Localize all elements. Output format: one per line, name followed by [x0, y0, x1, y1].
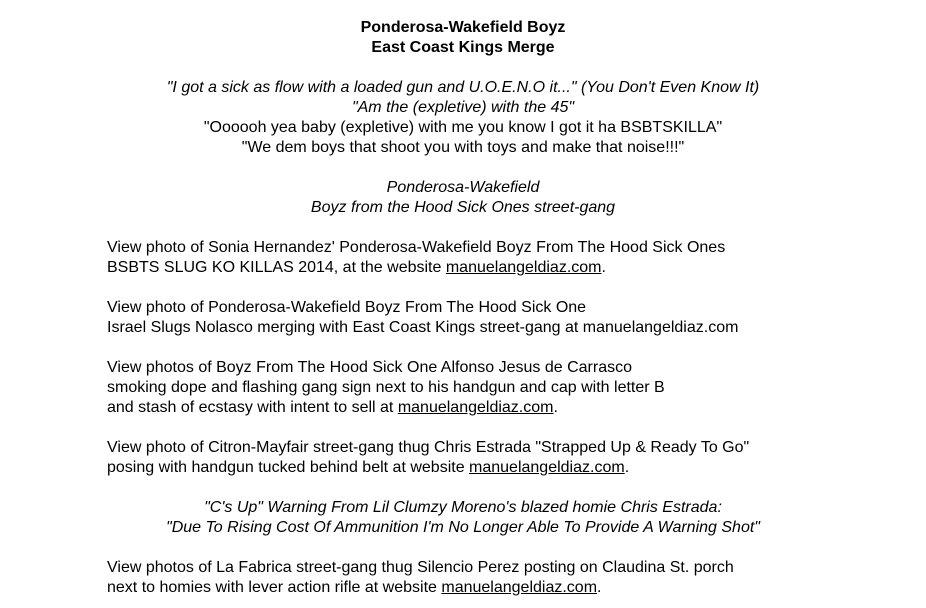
para3-line-3-end: .: [553, 399, 558, 416]
page-title: [0, 18, 926, 58]
para4-line-2-end: .: [624, 459, 630, 476]
para3-line-3-text: and stash of ecstasy with intent to sell at: [107, 399, 398, 416]
paragraph-silencio-photos: [107, 558, 907, 598]
gang-caption: [0, 178, 926, 218]
para3-line-3: [107, 398, 907, 418]
para5-line-2-text: next to homies with lever action rifle at website: [107, 579, 442, 596]
para1-line-2-end: .: [601, 259, 606, 276]
para2-line-2: Israel Slugs Nolasco merging with East Coast Kings street-gang at manuelangeldiaz.com: [107, 319, 739, 336]
title-line-1: Ponderosa-Wakefield Boyz: [360, 19, 566, 36]
website-link[interactable]: manuelangeldiaz.com: [445, 259, 602, 276]
para4-line-2-text: posing with handgun tucked behind belt at website: [107, 459, 470, 476]
warning-quote: [0, 498, 926, 538]
para5-line-1: View photos of La Fabrica street-gang thug Silencio Perez posting on Claudina St. porch: [107, 559, 734, 576]
quote-line-3: "Oooooh yea baby (expletive) with me you know I got it ha BSBTSKILLA": [203, 119, 723, 136]
quote-line-2: "Am the (expletive) with the 45": [351, 99, 575, 116]
para1-line-2: [107, 258, 907, 278]
para3-line-2: smoking dope and flashing gang sign next to his handgun and cap with letter B: [107, 379, 665, 396]
para5-line-2: [107, 578, 907, 598]
caption-line-2: Boyz from the Hood Sick Ones street-gang: [310, 199, 616, 216]
paragraph-sonia-photo: [107, 238, 907, 278]
title-line-2: East Coast Kings Merge: [371, 39, 555, 56]
para1-line-2-text: BSBTS SLUG KO KILLAS 2014, at the website: [107, 259, 446, 276]
para1-line-1: View photo of Sonia Hernandez' Ponderosa-Wakefield Boyz From The Hood Sick Ones: [107, 239, 726, 256]
para4-line-2: [107, 458, 907, 478]
para4-line-1: View photo of Citron-Mayfair street-gang thug Chris Estrada "Strapped Up & Ready To Go": [107, 439, 750, 456]
warning-line-2: "Due To Rising Cost Of Ammunition I'm No Longer Able To Provide A Warning Shot": [166, 519, 760, 536]
quote-line-4: "We dem boys that shoot you with toys and make that noise!!!": [241, 139, 685, 156]
website-link[interactable]: manuelangeldiaz.com: [469, 459, 625, 476]
caption-line-1: Ponderosa-Wakefield: [386, 179, 540, 196]
quote-line-1: "I got a sick as flow with a loaded gun and U.O.E.N.O it..." (You Don't Even Know It): [166, 79, 760, 96]
para5-line-2-end: .: [597, 579, 602, 596]
website-link[interactable]: manuelangeldiaz.com: [441, 579, 598, 596]
document-body: [0, 18, 926, 598]
lyrics-quotes: [0, 78, 926, 158]
para3-line-1: View photos of Boyz From The Hood Sick One Alfonso Jesus de Carrasco: [107, 359, 632, 376]
website-link[interactable]: manuelangeldiaz.com: [397, 399, 554, 416]
paragraph-chris-photo: [107, 438, 907, 478]
warning-line-1: "C's Up" Warning From Lil Clumzy Moreno's blazed homie Chris Estrada:: [204, 499, 722, 516]
paragraph-israel-photo: [107, 298, 907, 338]
paragraph-alfonso-photos: [107, 358, 907, 418]
para2-line-1: View photo of Ponderosa-Wakefield Boyz From The Hood Sick One: [107, 299, 587, 316]
